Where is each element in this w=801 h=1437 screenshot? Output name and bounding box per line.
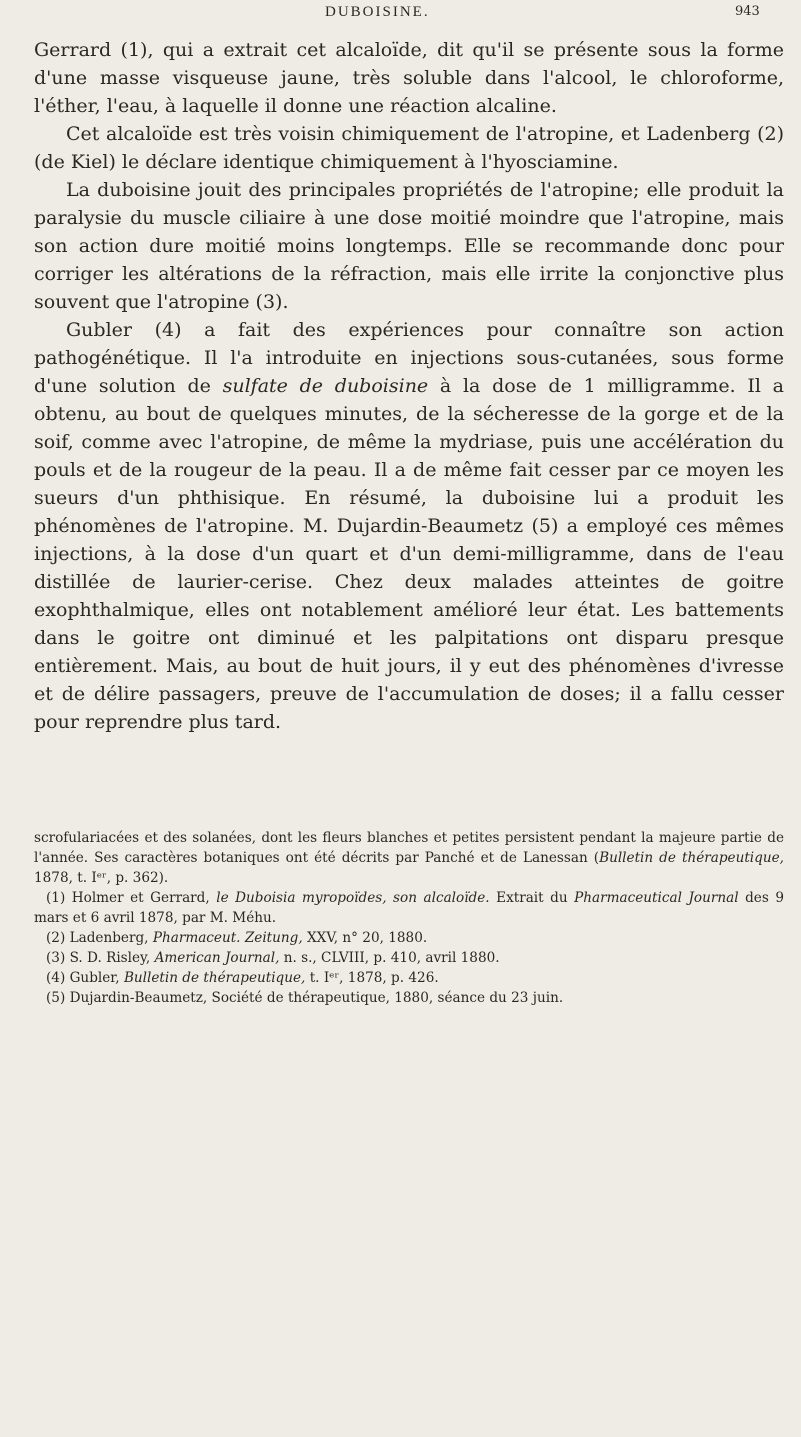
paragraph-gubler [34,316,784,736]
footnote-carryover [34,828,784,888]
footnote-1-end: des 9 mars et 6 avril 1878, par M. Méhu. [34,890,784,926]
paragraph-gubler-end: à la dose de 1 milligramme. Il a obtenu, au bout de quelques minutes, de la sécheresse de la gorge et de la soif, comme avec l'atropine, de même la mydriase, puis une accélération du pouls et de la rougeur de la peau. Il a de même fait cesser par ce moyen les sueurs d'un phthisique. En résumé, la duboisine lui a produit les phénomènes de l'atropine. M. Dujardin-Beaumetz (5) a employé ces mêmes injections, à la dose d'un quart et d'un demi-milligramme, dans de l'eau distillée de laurier-cerise. Chez deux malades atteintes de goitre exophthalmique, elles ont notablement amélioré leur état. Les battements dans le goitre ont diminué et les palpitations ont disparu presque entièrement. Mais, au bout de huit jours, il y eut des phénomènes d'ivresse et de délire passagers, preuve de l'accumulation de doses; il a fallu cesser pour reprendre plus tard. [34,375,784,733]
paragraph-gerrard: Gerrard (1), qui a extrait cet alcaloïde, dit qu'il se présente sous la forme d'une masse visqueuse jaune, très soluble dans l'alcool, le chloroforme, l'éther, l'eau, à laquelle il donne une réaction alcaline. [34,39,784,117]
footnote-2-end: XXV, n° 20, 1880. [302,930,428,946]
paragraph-gubler-start: Gubler (4) a fait des expériences pour connaître son action pathogénétique. Il l'a introduite en injections sous-cutanées, sous forme d'une solution de [34,319,784,397]
paragraph-ladenberg: Cet alcaloïde est très voisin chimiquement de l'atropine, et Ladenberg (2) (de Kiel) le déclare identique chimiquement à l'hyosciamine. [34,123,784,173]
carryover-italic: Bulletin de thérapeutique, [599,850,784,866]
footnote-3-end: n. s., CLVIII, p. 410, avril 1880. [279,950,500,966]
footnote-1 [34,888,784,928]
footnote-3-start: (3) S. D. Risley, [46,950,155,966]
footnote-3-italic: American Journal, [154,950,280,966]
footnote-1-italic: le Duboisia myropoïdes, son alcaloïde. [216,890,490,906]
footnote-4-italic: Bulletin de thérapeutique, [123,970,306,986]
footnote-2-start: (2) Ladenberg, [46,930,153,946]
footnote-1-italic-2: Pharmaceutical Journal [574,890,739,906]
running-title: DUBOISINE. [325,4,430,20]
footnote-3 [34,948,784,968]
footnote-1-middle: Extrait du [489,890,575,906]
footnote-1-start: (1) Holmer et Gerrard, [46,890,217,906]
paragraph-gubler-italic: sulfate de duboisine [222,375,429,397]
carryover-end: 1878, t. Iᵉʳ, p. 362). [34,870,169,886]
footnote-4 [34,968,784,988]
main-text [34,36,784,736]
footnote-2-italic: Pharmaceut. Zeitung, [152,930,303,946]
footnote-2 [34,928,784,948]
footnote-5 [34,988,784,1008]
footnote-4-end: t. Iᵉʳ, 1878, p. 426. [305,970,439,986]
carryover-start: scrofulariacées et des solanées, dont les fleurs blanches et petites persistent pendant la majeure partie de l'année. Ses caractères botaniques ont été décrits par Panché et de Lanessan ( [34,830,784,866]
page-number: 943 [735,4,760,19]
footnote-5-text: (5) Dujardin-Beaumetz, Société de thérapeutique, 1880, séance du 23 juin. [46,990,564,1006]
paragraph-properties: La duboisine jouit des principales propriétés de l'atropine; elle produit la paralysie du muscle ciliaire à une dose moitié moindre que l'atropine, mais son action dure moitié moins longtemps. Elle se recommande donc pour corriger les altérations de la réfraction, mais elle irrite la conjonctive plus souvent que l'atropine (3). [34,179,784,313]
footnote-4-start: (4) Gubler, [46,970,124,986]
footnotes [34,828,784,1008]
running-head [0,4,801,28]
